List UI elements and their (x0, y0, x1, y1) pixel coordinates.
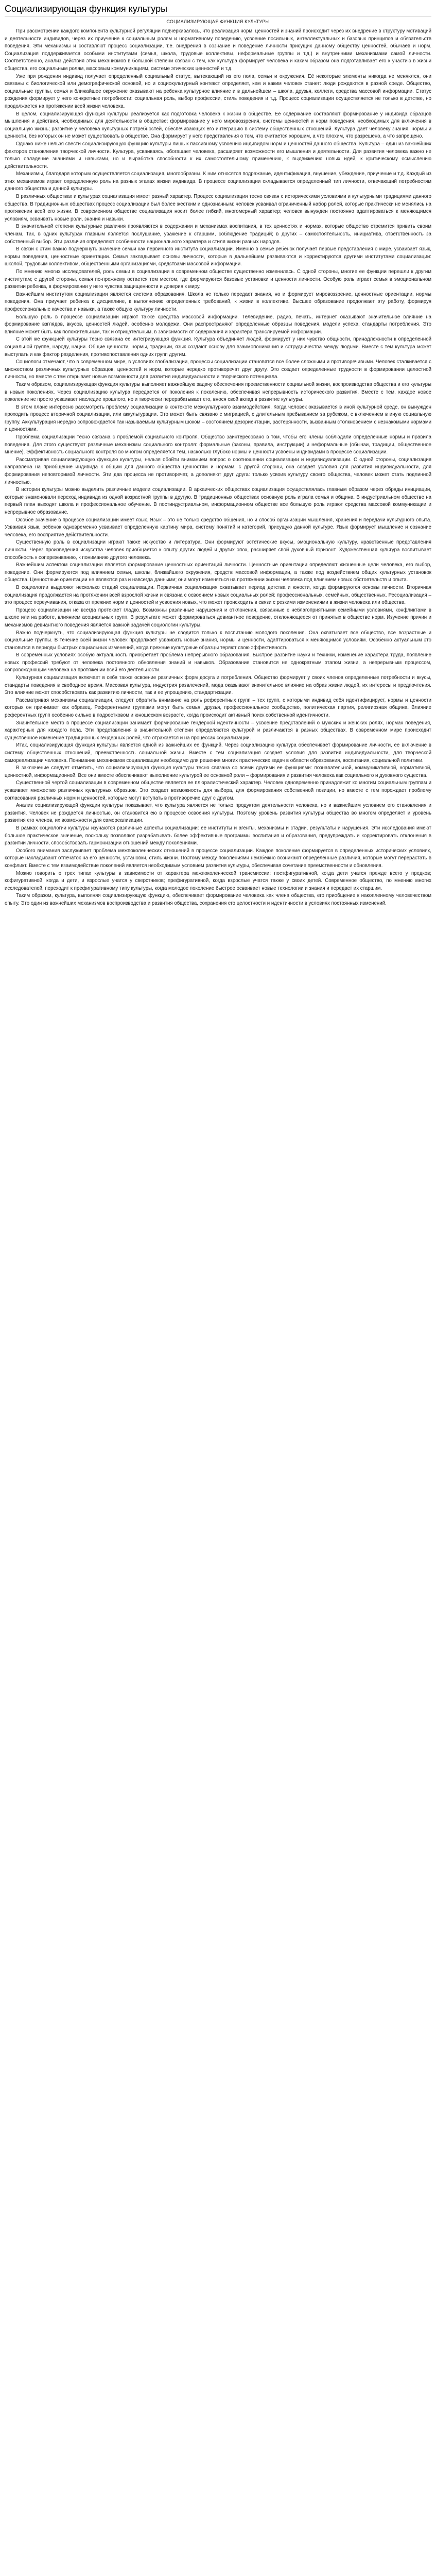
paragraph: В заключение следует отметить, что социализирующая функция культуры тесно связана со всеми другими ее функциями: познавательной, коммуникативной, нормативной, ценностной, информационной. Все они вместе обеспечивают выполнение культурой ее основной роли – формирования и развития человека как социального и духовного существа. (5, 765, 431, 778)
paragraph: Механизмы, благодаря которым осуществляется социализация, многообразны. К ним относятся подражание, идентификация, внушение, убеждение, приучение и т.д. Каждый из этих механизмов играет определенную роль на разных этапах жизни индивида. В процессе социализации складывается определенный тип личности, отвечающий потребностям данного общества и данной культуры. (5, 171, 431, 192)
paragraph: Анализ социализирующей функции культуры показывает, что культура является не только продуктом деятельности человека, но и важнейшим условием его становления и развития. Человек не рождается личностью, он становится ею в процессе освоения культуры. Поэтому уровень развития культуры общества во многом определяет и уровень развития его членов, их возможности для самореализации. (5, 803, 431, 824)
paragraph: Особое значение в процессе социализации имеет язык. Язык – это не только средство общения, но и способ организации мышления, хранения и передачи культурного опыта. Усваивая язык, ребенок одновременно усваивает определенную картину мира, систему понятий и категорий, присущую данной культуре. Язык формирует мышление и сознание человека, его восприятие действительности. (5, 517, 431, 538)
paragraph: Культурная социализация включает в себя также освоение различных форм досуга и потребления. Общество формирует у своих членов определенные потребности и вкусы, стандарты поведения в свободное время. Массовая культура, индустрия развлечений, мода оказывают значительное влияние на образ жизни людей, их интересы и предпочтения. Это влияние может способствовать как развитию личности, так и ее упрощению, стандартизации. (5, 675, 431, 696)
page-title: Социализирующая функция культуры (5, 3, 431, 16)
paragraph: Существенную роль в социализации играют также искусство и литература. Они формируют эстетические вкусы, эмоциональную культуру, нравственные представления личности. Через произведения искусства человек приобщается к опыту других людей и других эпох, расширяет свой духовный горизонт. Художественная культура воспитывает способность к сопереживанию, к пониманию другого человека. (5, 539, 431, 561)
paragraph: В значительной степени культурные различия проявляются в содержании и механизмах воспитания, в тех ценностях и нормах, которые общество стремится привить своим членам. Так, в одних культурах главным является послушание, уважение к старшим, соблюдение традиций; в других – самостоятельность, инициатива, ответственность за собственный выбор. Эти различия определяют особенности национального характера и стиля жизни разных народов. (5, 224, 431, 245)
paragraph: Таким образом, социализирующая функция культуры выполняет важнейшую задачу обеспечения преемственности социальной жизни, воспроизводства общества и его культуры в новых поколениях. Через социализацию культура передается от поколения к поколению, обеспечивая непрерывность исторического развития. Вместе с тем, каждое новое поколение не просто усваивает наследие прошлого, но и творчески перерабатывает его, внося свой вклад в развитие культуры. (5, 381, 431, 403)
paragraph: Важнейшим аспектом социализации является формирование ценностных ориентаций личности. Ценностные ориентации определяют жизненные цели человека, его выбор, поведение. Они формируются под влиянием семьи, школы, ближайшего окружения, средств массовой информации, а также под воздействием общих культурных установок общества. Ценностные ориентации не являются раз и навсегда данными; они могут изменяться на протяжении жизни человека под влиянием новых обстоятельств и опыта. (5, 562, 431, 583)
paragraph: При рассмотрении каждого компонента культурной регуляции подчеркивалось, что реализация норм, ценностей и знаний происходит через их внедрение в структуру мотиваций и деятельности индивидов, через их приучение к социальным ролям и нормативному поведению, усвоение посильных, интеллектуальных и базовых принципов и обязательств поведения. Эти механизмы и составляют процесс социализации, т.е. внедрения в сознание и поведение личности присущих данному обществу ценностей, обычаев и норм. Социализация поддерживается особыми институтами (семья, школа, трудовые коллективы, неформальные группы и т.д.) и внутренними механизмами самой личности. Соответственно, анализ действия этих механизмов в большой степени связан с тем, как культура формирует человека и каким образом она подготавливает его к участию в жизни общества, его социальным ролям, массовым коммуникациям, системе этических ценностей и т.д. (5, 28, 431, 72)
paragraph: Значительное место в процессе социализации занимает формирование гендерной идентичности – усвоение представлений о мужских и женских ролях, нормах поведения, характерных для каждого пола. Эти представления в значительной степени определяются культурой и различаются в разных обществах. В современном мире происходит существенное изменение традиционных гендерных ролей, что отражается и на процессах социализации. (5, 720, 431, 741)
paragraph: В целом, социализирующая функция культуры реализуется как подготовка человека к жизни в обществе. Ее содержание составляют формирование у индивида образцов мышления и действия, необходимых для деятельности в обществе; формирование у него мировоззрения, системы ценностей и норм поведения, необходимых для включения в социальную жизнь; развитие у человека культурных потребностей, обеспечивающих его интеграцию в систему общественных отношений. Культура дает человеку знания, нормы и ценности, без которых он не может существовать в обществе. Она формирует у него представления о том, что считается хорошим, а что плохим, что разрешено, а что запрещено. (5, 111, 431, 140)
paragraph: В рамках социологии культуры изучаются различные аспекты социализации: ее институты и агенты, механизмы и стадии, результаты и нарушения. Эти исследования имеют большое практическое значение, поскольку позволяют разрабатывать более эффективные программы воспитания и образования, предупреждать и корректировать отклонения в развитии личности, способствовать гармонизации отношений между поколениями. (5, 825, 431, 846)
article-body (5, 28, 431, 907)
paragraph: Существенной чертой социализации в современном обществе является ее плюралистический характер. Человек одновременно принадлежит ко многим социальным группам и усваивает множество различных культурных образцов. Это создает возможность для выбора, для формирования собственной позиции, но вместе с тем порождает проблему согласования различных норм и ценностей, которые могут вступать в противоречие друг с другом. (5, 780, 431, 801)
paragraph: В современных условиях особую актуальность приобретает проблема непрерывного образования. Быстрое развитие науки и техники, изменение характера труда, появление новых профессий требуют от человека постоянного обновления знаний и навыков. Образование становится не однократным этапом жизни, а непрерывным процессом, сопровождающим человека на протяжении всей его деятельности. (5, 652, 431, 673)
paragraph: В социологии выделяют несколько стадий социализации. Первичная социализация охватывает период детства и юности, когда формируются основы личности. Вторичная социализация продолжается на протяжении всей взрослой жизни и связана с освоением новых социальных ролей: профессиональных, семейных, общественных. Ресоциализация – это процесс переучивания, отказа от прежних норм и ценностей и усвоения новых, что может происходить в связи с резкими изменениями в жизни человека или общества. (5, 584, 431, 606)
paragraph: В этом плане интересно рассмотреть проблему социализации в контексте межкультурного взаимодействия. Когда человек оказывается в иной культурной среде, он вынужден проходить процесс вторичной социализации, или аккультурации. Это может быть связано с миграцией, с длительным пребыванием за рубежом, с включением в иную социальную группу. Аккультурация нередко сопровождается так называемым культурным шоком – состоянием дезориентации, растерянности, вызванным столкновением с незнакомыми нормами и ценностями. (5, 404, 431, 433)
paragraph: Важно подчеркнуть, что социализирующая функция культуры не сводится только к воспитанию молодого поколения. Она охватывает все общество, все возрастные и социальные группы. В течение всей жизни человек продолжает усваивать новые знания, нормы и ценности, адаптироваться к меняющимся условиям. Особенно актуальным это становится в периоды быстрых социальных изменений, когда прежние культурные образцы теряют свою эффективность. (5, 630, 431, 651)
paragraph: В различных обществах и культурах социализация имеет разный характер. Процесс социализации тесно связан с историческими условиями и культурными традициями данного общества. В традиционных обществах процесс социализации был более жестким и однозначным: человек усваивал ограниченный набор ролей, которые практически не менялись на протяжении всей его жизни. В современном обществе социализация носит более гибкий, многомерный характер; человек вынужден постоянно адаптироваться к меняющимся условиям, осваивать новые роли, знания и навыки. (5, 194, 431, 222)
paragraph: Можно говорить о трех типах культуры в зависимости от характера межпоколенческой трансмиссии: постфигуративной, когда дети учатся прежде всего у предков; кофигуративной, когда и дети, и взрослые учатся у сверстников; префигуративной, когда взрослые учатся также у своих детей. Современное общество, по мнению многих исследователей, переходит к префигуративному типу культуры, когда молодое поколение быстрее осваивает новые технологии и знания и передает их старшим. (5, 870, 431, 891)
paragraph: Итак, социализирующая функция культуры является одной из важнейших ее функций. Через социализацию культура обеспечивает формирование личности, ее включение в систему общественных отношений, преемственность социальной жизни. Вместе с тем социализация создает условия для развития индивидуальности, для творческой самореализации человека. Понимание механизмов социализации необходимо для решения многих практических задач в области образования, воспитания, социальной политики. (5, 742, 431, 764)
paragraph: С этой же функцией культуры тесно связана ее интегрирующая функция. Культура объединяет людей, формирует у них чувство общности, принадлежности к определенной социальной группе, народу, нации. Общие ценности, нормы, традиции, язык создают основу для взаимопонимания и сотрудничества между людьми. Вместе с тем культура может выступать и как фактор разделения, противопоставления одних групп другим. (5, 336, 431, 358)
paragraph: По мнению многих исследователей, роль семьи в социализации в современном обществе существенно изменилась. С одной стороны, многие ее функции перешли к другим институтам; с другой стороны, семья по-прежнему остается тем местом, где формируются базовые установки и ценности личности. Особую роль играет семья в эмоциональном развитии ребенка, в формировании у него чувства защищенности и доверия к миру. (5, 269, 431, 290)
paragraph: Важнейшим институтом социализации является система образования. Школа не только передает знания, но и формирует мировоззрение, ценностные ориентации, нормы поведения. Она приучает ребенка к дисциплине, к выполнению определенных требований, к жизни в коллективе. Высшее образование продолжает эту работу, формируя профессиональные качества и навыки, а также общую культуру личности. (5, 291, 431, 312)
paragraph: Проблема социализации тесно связана с проблемой социального контроля. Общество заинтересовано в том, чтобы его члены соблюдали определенные нормы и правила поведения. Для этого существуют различные механизмы социального контроля: формальные (законы, правила, инструкции) и неформальные (обычаи, традиции, общественное мнение). Эффективность социального контроля во многом определяется тем, насколько глубоко нормы и ценности усвоены индивидами в процессе социализации. (5, 434, 431, 455)
article-subtitle: СОЦИАЛИЗИРУЮЩАЯ ФУНКЦИЯ КУЛЬТУРЫ (166, 19, 270, 24)
paragraph: Рассматривая механизмы социализации, следует обратить внимание на роль референтных групп – тех групп, с которыми индивид себя идентифицирует, нормы и ценности которых он принимает как образец. Референтными группами могут быть семья, друзья, профессиональное сообщество, политическая партия, религиозная община. Влияние референтных групп особенно сильно в подростковом и юношеском возрасте, когда происходит активный поиск собственной идентичности. (5, 697, 431, 719)
paragraph: В истории культуры можно выделить различные модели социализации. В архаических обществах социализация осуществлялась главным образом через обряды инициации, которые знаменовали переход индивида из одной возрастной группы в другую. В традиционных обществах основную роль играла семья и община. В индустриальном обществе на первый план выходят школа и профессиональное обучение. В постиндустриальном, информационном обществе все большую роль играют средства массовой коммуникации и непрерывное образование. (5, 487, 431, 515)
paragraph: Процесс социализации не всегда протекает гладко. Возможны различные нарушения и отклонения, связанные с неблагоприятными семейными условиями, конфликтами в школе или на работе, влиянием асоциальных групп. В результате может формироваться девиантное поведение, отклоняющееся от принятых в обществе норм. Изучение причин и механизмов девиантного поведения является важной задачей социологии культуры. (5, 607, 431, 628)
paragraph: Однако ниже нельзя свести социализирующую функцию культуры лишь к пассивному усвоению индивидом норм и ценностей данного общества. Культура – один из важнейших факторов становления творческой личности. Культура, усваиваясь, обогащает человека, расширяет возможности его мышления и деятельности. Для развития человека важно не только овладение знаниями и навыками, но и выработка способности к их самостоятельному применению, к выдвижению новых идей, к критическому осмыслению действительности. (5, 141, 431, 170)
paragraph: Большую роль в процессе социализации играют также средства массовой информации. Телевидение, радио, печать, интернет оказывают значительное влияние на формирование взглядов, вкусов, ценностей людей, особенно молодежи. Они распространяют определенные образцы поведения, модели успеха, стандарты потребления. Это влияние может быть как положительным, так и отрицательным, в зависимости от содержания и характера транслируемой информации. (5, 314, 431, 335)
paragraph: Уже при рождении индивид получает определенный социальный статус, вытекающий из его пола, семьи и окружения. Её некоторые элементы никогда не меняются, они связаны с биологической или демографической основой, но и социокультурный контекст определяет, кем и каким человек станет: люди рождаются в разной среде. Общество, социальные группы, семья и ближайшее окружение оказывают на ребенка культурное влияние и в дальнейшем – школа, друзья, коллеги, средства массовой информации. Статус рождения формирует у него конкретные потребности: социальная роль, выбор профессии, стиль поведения и т.д. Процесс социализации осуществляется не только в детстве, но продолжается на протяжении всей жизни человека. (5, 73, 431, 109)
paragraph: Особого внимания заслуживает проблема межпоколенческих отношений в процессе социализации. Каждое поколение формируется в определенных исторических условиях, которые накладывают отпечаток на его ценности, установки, стиль жизни. Поэтому между поколениями неизбежно возникают определенные различия, которые могут перерастать в конфликт. Вместе с тем взаимодействие поколений является необходимым условием развития культуры, обеспечивая сочетание преемственности и обновления. (5, 848, 431, 869)
paragraph: Таким образом, культура, выполняя социализирующую функцию, обеспечивает формирование человека как члена общества, его приобщение к накопленному человечеством опыту. Это один из важнейших механизмов воспроизводства и развития общества, сохранения его целостности и идентичности в условиях постоянных изменений. (5, 893, 431, 906)
paragraph: Рассматривая социализирующую функцию культуры, нельзя обойти вниманием вопрос о соотношении социализации и индивидуализации. С одной стороны, социализация направлена на приобщение индивида к общим для данного общества ценностям и нормам; с другой стороны, она создает условия для развития индивидуальности, для формирования неповторимой личности. Эти два процесса не противоречат, а дополняют друг друга: только усвоив культуру своего общества, человек может стать подлинной личностью. (5, 456, 431, 485)
paragraph: Социологи отмечают, что в современном мире, в условиях глобализации, процессы социализации становятся все более сложными и противоречивыми. Человек сталкивается с множеством различных культурных образцов, ценностей и норм, которые нередко противоречат друг другу. Это создает определенные трудности в формировании целостной личности, но вместе с тем открывает новые возможности для развития индивидуальности и творческого потенциала. (5, 359, 431, 380)
paragraph: В связи с этим важно подчеркнуть значение семьи как первичного института социализации. Именно в семье ребенок получает первые представления о мире, усваивает язык, нормы поведения, ценностные ориентации. Семья закладывает основы личности, которые в дальнейшем развиваются и корректируются другими институтами социализации: школой, трудовым коллективом, общественными организациями, средствами массовой информации. (5, 246, 431, 267)
